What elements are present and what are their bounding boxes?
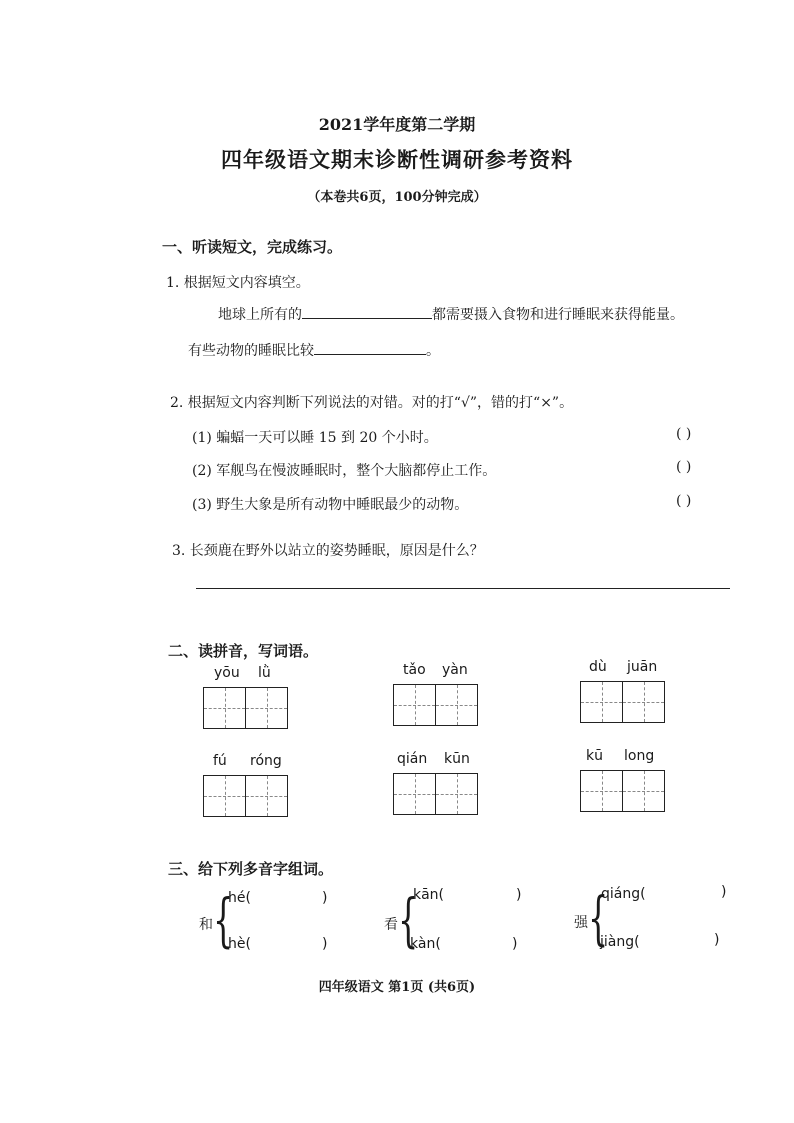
close-paren: ) — [322, 936, 328, 952]
grid-cell[interactable] — [581, 682, 622, 722]
q1-line1-before: 地球上所有的 — [218, 307, 302, 323]
q3-answer-line[interactable] — [196, 588, 730, 589]
q1-line1-after: 都需要摄入食物和进行睡眠来获得能量。 — [432, 307, 684, 323]
pinyin: róng — [250, 753, 282, 769]
close-paren: ) — [714, 932, 720, 948]
brace-icon: { — [213, 886, 234, 954]
reading: hé( — [228, 890, 251, 906]
pinyin: long — [624, 748, 655, 764]
exam-title: 四年级语文期末诊断性调研参考资料 — [221, 147, 573, 172]
brace-icon: { — [588, 884, 609, 952]
writing-grid[interactable] — [393, 684, 478, 726]
exam-year-term: 2021学年度第二学期 — [318, 115, 476, 134]
q1-line2-before: 有些动物的睡眠比较 — [188, 343, 314, 359]
q1-blank1[interactable] — [302, 304, 432, 319]
grid-cell[interactable] — [394, 685, 435, 725]
writing-grid[interactable] — [580, 770, 665, 812]
q1-line2 — [188, 340, 440, 360]
polyphone-char: 和 — [199, 917, 213, 933]
writing-grid[interactable] — [203, 775, 288, 817]
page-footer: 四年级语文 第1页 (共6页) — [318, 980, 476, 995]
polyphone-char: 看 — [384, 917, 398, 933]
reading: kān( — [413, 887, 445, 903]
grid-cell[interactable] — [435, 774, 477, 814]
grid-cell[interactable] — [204, 776, 245, 816]
pinyin: kū — [586, 748, 603, 764]
q2-item3: (3) 野生大象是所有动物中睡眠最少的动物。 — [192, 497, 469, 513]
q2-item1: (1) 蝙蝠一天可以睡 15 到 20 个小时。 — [192, 430, 438, 446]
section3-title: 三、给下列多音字组词。 — [168, 860, 334, 878]
polyphone-char: 强 — [574, 915, 588, 931]
close-paren: ) — [322, 890, 328, 906]
pinyin: kūn — [444, 751, 470, 767]
pinyin: tǎo — [403, 662, 426, 678]
pinyin: juān — [627, 659, 658, 675]
pinyin: fú — [213, 753, 227, 769]
brace-icon: { — [398, 886, 419, 954]
pinyin: lǜ — [258, 665, 271, 681]
q1-title: 1. 根据短文内容填空。 — [166, 275, 310, 291]
reading: kàn( — [410, 936, 441, 952]
writing-grid[interactable] — [203, 687, 288, 729]
grid-cell[interactable] — [622, 771, 664, 811]
section2-title: 二、读拼音，写词语。 — [168, 642, 319, 660]
pinyin: dù — [589, 659, 607, 675]
q3-title: 3. 长颈鹿在野外以站立的姿势睡眠，原因是什么？ — [172, 543, 484, 559]
pinyin: qián — [397, 751, 428, 767]
q2-item2: (2) 军舰鸟在慢波睡眠时，整个大脑都停止工作。 — [192, 463, 497, 479]
q2-answer1[interactable]: ( ) — [676, 426, 692, 442]
q1-line2-after: 。 — [426, 343, 440, 359]
grid-cell[interactable] — [245, 688, 287, 728]
q2-answer2[interactable]: ( ) — [676, 459, 692, 475]
grid-cell[interactable] — [204, 688, 245, 728]
writing-grid[interactable] — [393, 773, 478, 815]
grid-cell[interactable] — [581, 771, 622, 811]
pinyin: yàn — [442, 662, 468, 678]
reading: qiáng( — [601, 886, 646, 902]
q1-line1 — [218, 304, 684, 324]
reading: jiàng( — [600, 934, 640, 950]
grid-cell[interactable] — [622, 682, 664, 722]
close-paren: ) — [516, 887, 522, 903]
grid-cell[interactable] — [394, 774, 435, 814]
pinyin: yōu — [214, 665, 240, 681]
close-paren: ) — [721, 884, 727, 900]
q1-blank2[interactable] — [314, 340, 426, 355]
reading: hè( — [228, 936, 251, 952]
grid-cell[interactable] — [245, 776, 287, 816]
close-paren: ) — [512, 936, 518, 952]
grid-cell[interactable] — [435, 685, 477, 725]
exam-note: （本卷共6页，100分钟完成） — [307, 190, 487, 205]
writing-grid[interactable] — [580, 681, 665, 723]
q2-title: 2. 根据短文内容判断下列说法的对错。对的打“√”，错的打“×”。 — [170, 395, 574, 411]
q2-answer3[interactable]: ( ) — [676, 493, 692, 509]
section1-title: 一、听读短文，完成练习。 — [162, 238, 343, 256]
